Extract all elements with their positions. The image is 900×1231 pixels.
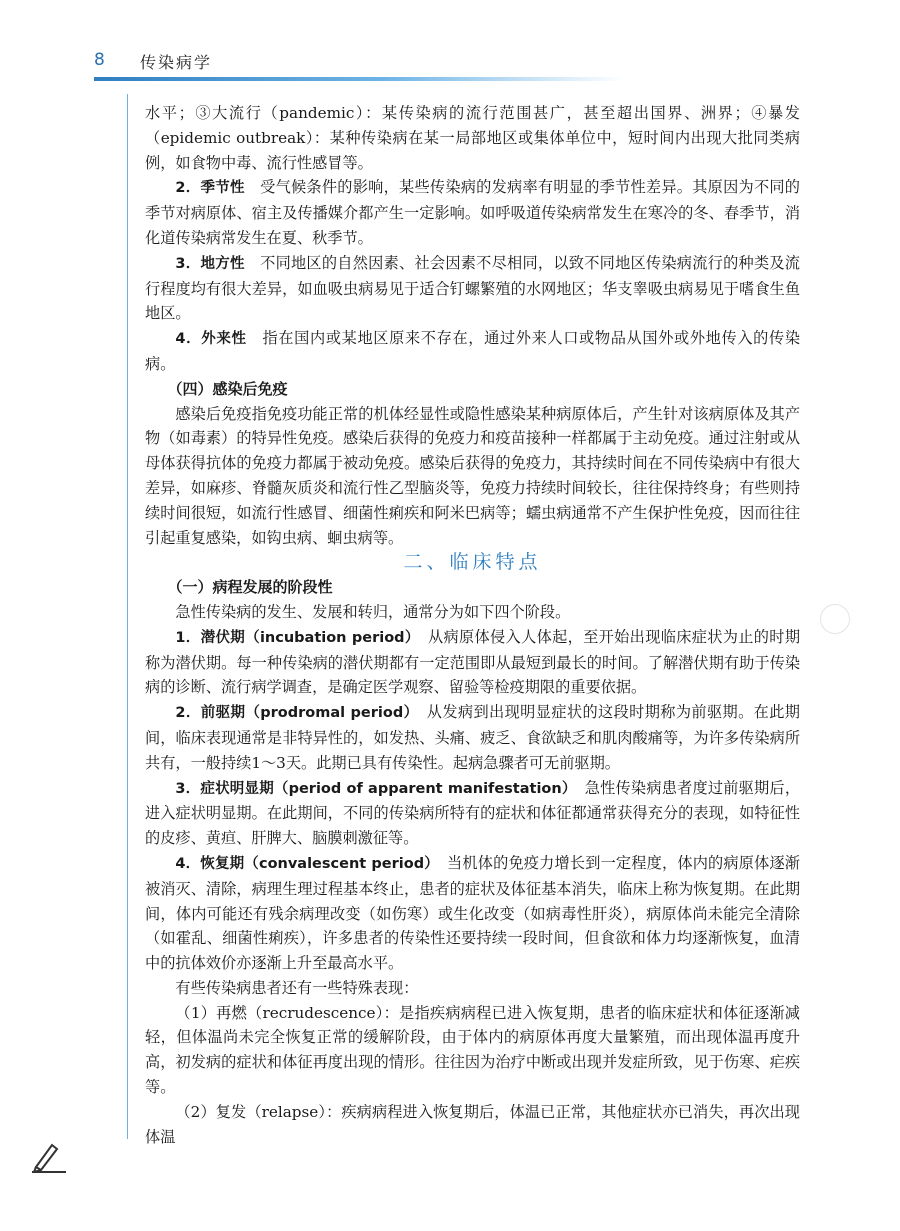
item-text: 从病原体侵入人体起，至开始出现临床症状为止的时期称为潜伏期。每一种传染病的潜伏期都有一定范围即从最短到最长的时间。了解潜伏期有助于传染病的诊断、流行病学调查，是确定医学观察、留验等检疫期限的重要依据。 [145, 627, 801, 697]
pen-icon [30, 1137, 68, 1173]
body-text [145, 101, 800, 1149]
item-label: 4．外来性 [175, 331, 247, 348]
page-header [0, 0, 900, 80]
paragraph-immunity: 感染后免疫指免疫功能正常的机体经显性或隐性感染某种病原体后，产生针对该病原体及其产物（如毒素）的特异性免疫。感染后获得的免疫力和疫苗接种一样都属于主动免疫。通过注射或从母体获得抗体的免疫力都属于被动免疫。感染后获得的免疫力，其持续时间在不同传染病中有很大差异，如麻疹、脊髓灰质炎和流行性乙型脑炎等，免疫力持续时间较长，往往保持终身；有些则持续时间很短，如流行性感冒、细菌性痢疾和阿米巴病等；蠕虫病通常不产生保护性免疫，因而往往引起重复感染，如钩虫病、蛔虫病等。 [145, 404, 800, 547]
paragraph-special-intro: 有些传染病患者还有一些特殊表现： [175, 978, 419, 997]
paragraph-incubation [145, 625, 800, 700]
item-text: 当机体的免疫力增长到一定程度，体内的病原体逐渐被消灭、清除，病理生理过程基本终止，患者的症状及体征基本消失，临床上称为恢复期。在此期间，体内可能还有残余病理改变（如伤寒）或生化改变（如病毒性肝炎），病原体尚未能完全清除（如霍乱、细菌性痢疾），许多患者的传染性还要持续一段时间，但食欲和体力均逐渐恢复，血清中的抗体效价亦逐渐上升至最高水平。 [145, 853, 800, 973]
paragraph-locality [145, 251, 800, 326]
book-title: 传染病学 [140, 53, 213, 72]
item-label: 2．季节性 [175, 180, 245, 197]
paragraph-recrudescence: （1）再燃（recrudescence）：是指疾病病程已进入恢复期，患者的临床症状和体征逐渐减轻，但体温尚未完全恢复正常的缓解阶段，由于体内的病原体再度大量繁殖，而出现体温再度升高，初发病的症状和体征再度出现的情形。往往因为治疗中断或出现并发症所致，见于伤寒、疟疾等。 [145, 1003, 800, 1097]
paragraph-stages-intro: 急性传染病的发生、发展和转归，通常分为如下四个阶段。 [175, 602, 571, 621]
circle-mark-icon [820, 604, 850, 634]
paragraph-manifestation [145, 776, 800, 851]
section-heading-clinical: 二、临床特点 [403, 551, 542, 574]
paragraph-convalescent [145, 851, 800, 976]
item-text: 急性传染病患者度过前驱期后，进入症状明显期。在此期间，不同的传染病所特有的症状和体征都通常获得充分的表现，如特征性的皮疹、黄疸、肝脾大、脑膜刺激征等。 [145, 778, 801, 848]
item-text: 受气候条件的影响，某些传染病的发病率有明显的季节性差异。其原因为不同的季节对病原体、宿主及传播媒介都产生一定影响。如呼吸道传染病常发生在寒冷的冬、春季节，消化道传染病常发生在夏、秋季节。 [145, 178, 800, 247]
item-text: 指在国内或某地区原来不存在，通过外来人口或物品从国外或外地传入的传染病。 [145, 329, 801, 373]
paragraph-relapse: （2）复发（relapse）：疾病病程进入恢复期后，体温已正常，其他症状亦已消失，再次出现体温 [145, 1102, 800, 1146]
paragraph-prodromal [145, 700, 800, 775]
header-rule [94, 77, 624, 81]
margin-rule [127, 94, 128, 1139]
item-label: 3．地方性 [175, 255, 245, 272]
item-label: 2．前驱期（prodromal period） [175, 705, 412, 722]
item-text: 不同地区的自然因素、社会因素不尽相同，以致不同地区传染病流行的种类及流行程度均有很大差异，如血吸虫病易见于适合钉螺繁殖的水网地区；华支睾吸虫病易见于嗜食生鱼地区。 [145, 253, 800, 323]
subheading-immunity: （四）感染后免疫 [167, 379, 288, 398]
paragraph-exotic [145, 326, 800, 377]
paragraph: 水平；③大流行（pandemic）：某传染病的流行范围甚广，甚至超出国界、洲界；④暴发（epidemic outbreak）：某种传染病在某一局部地区或集体单位中，短时间内出现大批同类病例，如食物中毒、流行性感冒等。 [145, 104, 800, 172]
subheading-stages: （一）病程发展的阶段性 [167, 578, 333, 597]
item-label: 4．恢复期（convalescent period） [175, 855, 432, 872]
item-label: 3．症状明显期（period of apparent manifestation） [175, 780, 570, 797]
item-text: 从发病到出现明显症状的这段时期称为前驱期。在此期间，临床表现通常是非特异性的，如发热、头痛、疲乏、食欲缺乏和肌肉酸痛等，为许多传染病所共有，一般持续1～3天。此期已具有传染性。起病急骤者可无前驱期。 [145, 703, 800, 772]
item-label: 1．潜伏期（incubation period） [175, 629, 413, 646]
paragraph-seasonality [145, 175, 800, 250]
page-number: 8 [94, 50, 105, 70]
